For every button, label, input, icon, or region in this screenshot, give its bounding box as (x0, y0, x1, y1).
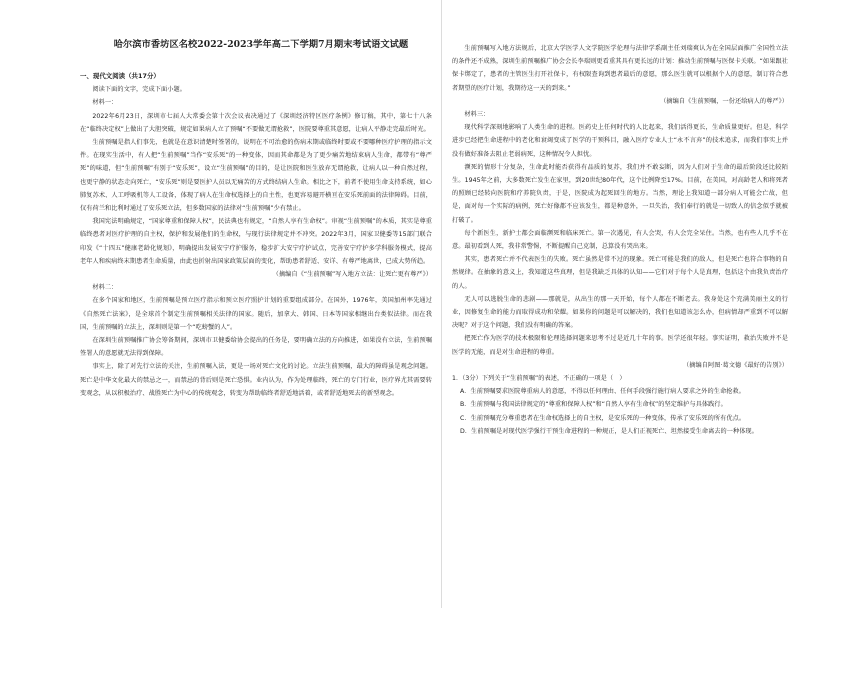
paragraph: 在深圳生前预嘱推广协会筹备期间，深圳市卫健委给协会提出的任务是，要明确立法的方向推进，如果没有立法，生前预嘱签署人的意愿就无法得到保障。 (80, 337, 432, 358)
material3-label: 材料三： (464, 111, 490, 119)
left-column (80, 70, 432, 678)
section-heading: 一、现代文阅读（共17分） (80, 72, 160, 80)
paragraph: 生前预嘱写入地方法规后，北京大学医学人文学院医学伦理与法律学系副主任刘瑞爽认为在全国层面推广全国性立法的条件还不成熟，深圳生前预嘱推广协会会长李瑞则更看重其具有更长远的计划：推动生前预嘱与医保卡关联。“如果跟社保卡绑定了，患者的主管医生打开社保卡，有权限查询到患者最后的意愿，那么医生就可以根据个人的意愿，制订符合患者期望的医疗计划，我期待这一天的到来。” (452, 45, 788, 92)
paragraph: 其实，患者死亡并不代表医生的失败。死亡虽然是常不过的现象。死亡可能是我们的敌人，但是死亡也符合事物的自然规律。在抽象的意义上，我知道这些真理，但是我缺乏具体的认知——它们对于每个人是真理，包括这个由我负责治疗的人。 (452, 256, 788, 290)
material1-label: 材料一： (92, 99, 118, 107)
paragraph: 濒死的情形十分复杂，生命此时能否获得有品质的复苏，我们并不敢妄断，因为人们对于生命的最后阶段还比较陌生。1945年之前，大多数死亡发生在家里，到20世纪80年代，这个比例降至17%。目前，在美国，对高龄老人和将死者的照顾已经转向医院和疗养院负责，于是，医院成为起死回生的地方。当然，理论上我知道一部分病人可能会亡故，但是，面对每一个实际的病例，死亡好像都不应该发生，都是种意外，一旦失治，我们奉行的就是一切致人的信念似乎就被打破了。 (452, 163, 788, 224)
source-citation: （摘编自《生前预嘱，一份还给病人的尊严》） (660, 97, 788, 105)
instruction-text: 阅读下面的文字，完成下面小题。 (92, 86, 186, 94)
right-column (452, 42, 788, 650)
paragraph: 在多个国家和地区，生前预嘱是预立医疗指示和预立医疗照护计划的重要组成部分。在国外，1976年，美国加州率先通过《自然死亡法案》，是全球首个制定生前预嘱相关法律的国家。随后，加拿大、韩国、日本等国家相继出台类似法律。而在我国，生前预嘱的立法上，深圳则是第一个“吃螃蟹的人”。 (80, 297, 432, 331)
page-title: 哈尔滨市香坊区名校2022-2023学年高二下学期7月期末考试语文试题 (113, 39, 409, 50)
paragraph: 无人可以逃脱生命的悲剧——那就是，从出生的那一天开始，每个人都在不断老去。我身处这个充满美丽主义的行业，因修复生命的能力而取得成功和荣耀。如果你的问题是可以解决的，我们也知道该怎么办，但病情却严重到不可以解决呢？对于这个问题，我们没有明确的答案。 (452, 295, 788, 330)
paragraph: 生前预嘱是指人们事先，也就是在意识清楚时签署的，说明在不可治愈的伤病末期或临终时要或不要哪种医疗护理的指示文件。在现实生活中，有人把“生前预嘱”当作“安乐死”的一种变体，因而其命都是为了更少痛苦地结束病人生命，都带有“尊严死”的味道，但“生前预嘱”有别于“安乐死”，设立“生前预嘱”的目的，是让医院和医生放弃无谓抢救，让病人以一种自然过程，也更宁静的状态走向死亡，“安乐死”则是要医护人员以无痛苦的方式终结病人生命。相比之下，前者不使用生命支持系统，如心肺复苏术、人工呼吸机等人工设备，体现了病人在生命权选择上的自主性，也更容易避开横亘在安乐死前面的法律障碍。目前，仅有荷兰和比利时通过了安乐死立法，但多数国家的法律对“生前预嘱”少有禁止。 (80, 139, 432, 213)
paragraph: 把死亡作为医学的技术极限和伦理选择问题来思考不过是近几十年的事。医学还很年轻。事实证明，救治失败并不是医学的无能，而是对生命进程的尊重。 (452, 335, 788, 356)
question-stem: 1．（3分）下列关于“生前预嘱”的表述，不正确的一项是（ ） (452, 375, 626, 383)
option-b: B．生前预嘱与我国法律规定的“尊重和保障人权”和“自然人享有生命权”的坚定维护与具体践行。 (460, 401, 727, 409)
option-c: C．生前预嘱充分尊重患者在生命权选择上的自主权，是安乐死的一种变体，传承了安乐死的所有优点。 (460, 414, 746, 422)
material2-label: 材料二： (92, 284, 118, 292)
option-a: A．生前预嘱要求医院尊重病人的意愿，不得以任何理由、任何手段强行施行病人要求之外的生命抢救。 (460, 388, 745, 396)
source-citation: （摘编自《“生前预嘱”写入地方立法：让死亡更有尊严》） (272, 271, 432, 279)
source-citation: （摘编自阿图·葛文德《最好的告别》） (683, 361, 788, 369)
paragraph: 2022年6月23日，深圳市七届人大常委会第十次会议表决通过了《深圳经济特区医疗条例》修订稿，其中，第七十八条在“临终决定权”上做出了大胆突破，规定如果病人立了预嘱“不要做无谓抢救”，医院要尊重其意愿，让病人平静走完最后时光。 (80, 112, 432, 133)
paragraph: 我国宪法明确规定，“国家尊重和保障人权”，民法典也有规定，“自然人享有生命权”。审视“生前预嘱”的本质，其实是尊重临终患者对医疗护理的自主权，保护和发展他们的生命权，与现行法律规定并不冲突。2022年3月，国家卫健委等15部门联合印发《“十四五”健康老龄化规划》，明确提出发展安宁疗护服务，稳步扩大安宁疗护试点，完善安宁疗护多学科服务模式，提高老年人和疾病终末期患者生命质量，由此也折射出国家政策层面的变化，帮助患者舒适、安详、有尊严地离世，已成大势所趋。 (80, 218, 432, 265)
paragraph: 现代科学深刻地影响了人类生命的进程。医药史上任何时代的人比起来，我们活得更长，生命质量更好。但是，科学进步已经把生命进程中的老化和衰竭变成了医学的干预科目，融入医疗专业人士“永不言弃”的技术追求，而我们事实上并没有做好准备去阻止老弱病死，这种情况令人担忧。 (452, 124, 788, 158)
paragraph: 每个新医生，新护士都会面临濒死和临床死亡。第一次遇见，有人会哭，有人会完全呆住。当然，也有些人几乎不在意。最初看到人死，我非常警惕，不断提醒自己克制，总算没有哭出来。 (452, 229, 788, 251)
column-divider (441, 0, 442, 608)
option-d: D．生前预嘱是对现代医学强行干预生命进程的一种规正，是人们正视死亡、坦然接受生命离去的一种体现。 (460, 427, 758, 435)
paragraph: 事实上，除了对先行立法的关注，生前预嘱入法，更是一场对死亡文化的讨论。立法生前预嘱，最大的障碍虽是观念问题。死亡是中华文化最大的禁忌之一，而禁忌的背后则是死亡恐惧。业内认为，作为处理临终，死亡的专门行业，医疗界尤其需要转变观念，从以积极治疗、战胜死亡为中心的传统观念，转变为帮助临终者舒适地活着，或者舒适地死去的新型观念。 (80, 363, 432, 397)
